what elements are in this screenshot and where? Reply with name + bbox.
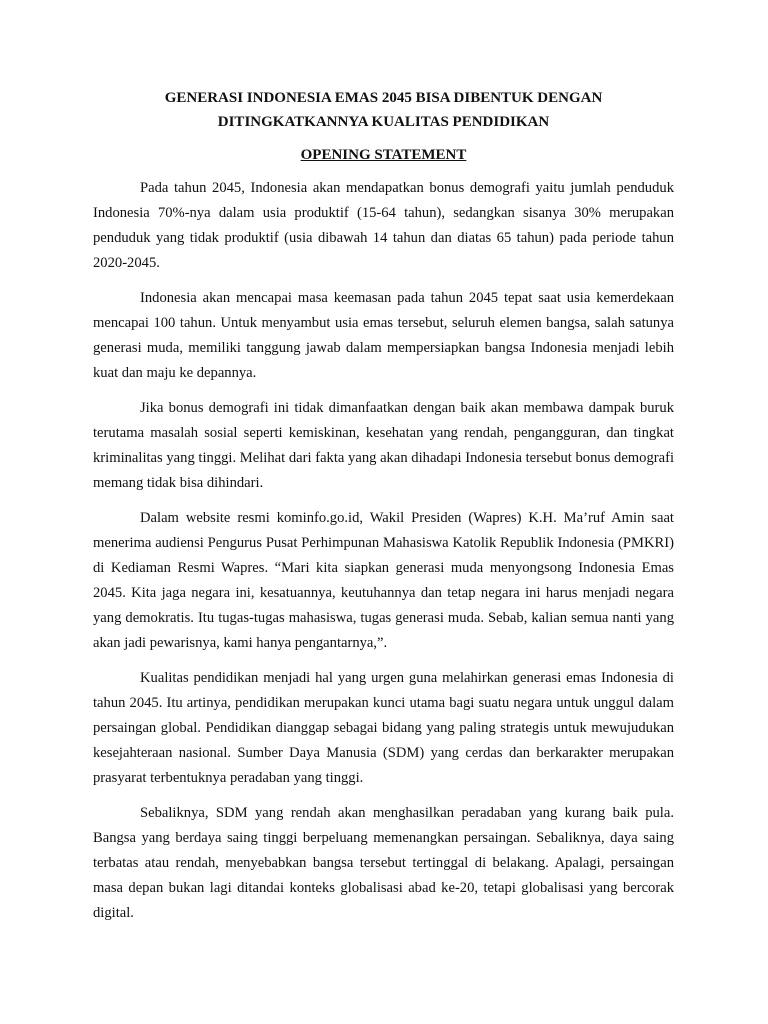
section-heading: OPENING STATEMENT [300, 147, 467, 163]
paragraph-4: Dalam website resmi kominfo.go.id, Wakil Presiden (Wapres) K.H. Ma’ruf Amin saat menerima audiensi Pengurus Pusat Perhimpunan Mahasiswa Katolik Republik Indonesia (PMKRI) di Kediaman Resmi Wapres. “Mari kita siapkan generasi muda menyongsong Indonesia Emas 2045. Kita jaga negara ini, kesatuannya, keutuhannya dan tetap negara ini harus menjadi negara yang demokratis. Itu tugas-tugas mahasiswa, tugas generasi muda. Sebab, kalian semua nanti yang akan jadi pewarisnya, kami hanya pengantarnya,”. [93, 510, 674, 651]
paragraph-5: Kualitas pendidikan menjadi hal yang urgen guna melahirkan generasi emas Indonesia di tahun 2045. Itu artinya, pendidikan merupakan kunci utama bagi suatu negara untuk unggul dalam persaingan global. Pendidikan dianggap sebagai bidang yang paling strategis untuk mewujudukan kesejahteraan nasional. Sumber Daya Manusia (SDM) yang cerdas dan berkarakter merupakan prasyarat terbentuknya peradaban yang tinggi. [93, 670, 674, 786]
document-body [93, 86, 674, 926]
paragraph-1: Pada tahun 2045, Indonesia akan mendapatkan bonus demografi yaitu jumlah penduduk Indonesia 70%-nya dalam usia produktif (15-64 tahun), sedangkan sisanya 30% merupakan penduduk yang tidak produktif (usia dibawah 14 tahun dan diatas 65 tahun) pada periode tahun 2020-2045. [93, 180, 674, 271]
paragraph-6: Sebaliknya, SDM yang rendah akan menghasilkan peradaban yang kurang baik pula. Bangsa yang berdaya saing tinggi berpeluang memenangkan persaingan. Sebaliknya, daya saing terbatas atau rendah, menyebabkan bangsa tersebut tertinggal di belakang. Apalagi, persaingan masa depan bukan lagi ditandai konteks globalisasi abad ke-20, tetapi globalisasi yang bercorak digital. [93, 805, 674, 921]
document-title-line-2: DITINGKATKANNYA KUALITAS PENDIDIKAN [217, 114, 550, 130]
document-title-line-1: GENERASI INDONESIA EMAS 2045 BISA DIBENTUK DENGAN [164, 90, 603, 106]
paragraph-2: Indonesia akan mencapai masa keemasan pada tahun 2045 tepat saat usia kemerdekaan mencapai 100 tahun. Untuk menyambut usia emas tersebut, seluruh elemen bangsa, salah satunya generasi muda, memiliki tanggung jawab dalam mempersiapkan bangsa Indonesia menjadi lebih kuat dan maju ke depannya. [93, 290, 674, 381]
paragraph-3: Jika bonus demografi ini tidak dimanfaatkan dengan baik akan membawa dampak buruk terutama masalah sosial seperti kemiskinan, kesehatan yang rendah, pengangguran, dan tingkat kriminalitas yang tinggi. Melihat dari fakta yang akan dihadapi Indonesia tersebut bonus demografi memang tidak bisa dihindari. [93, 400, 674, 491]
